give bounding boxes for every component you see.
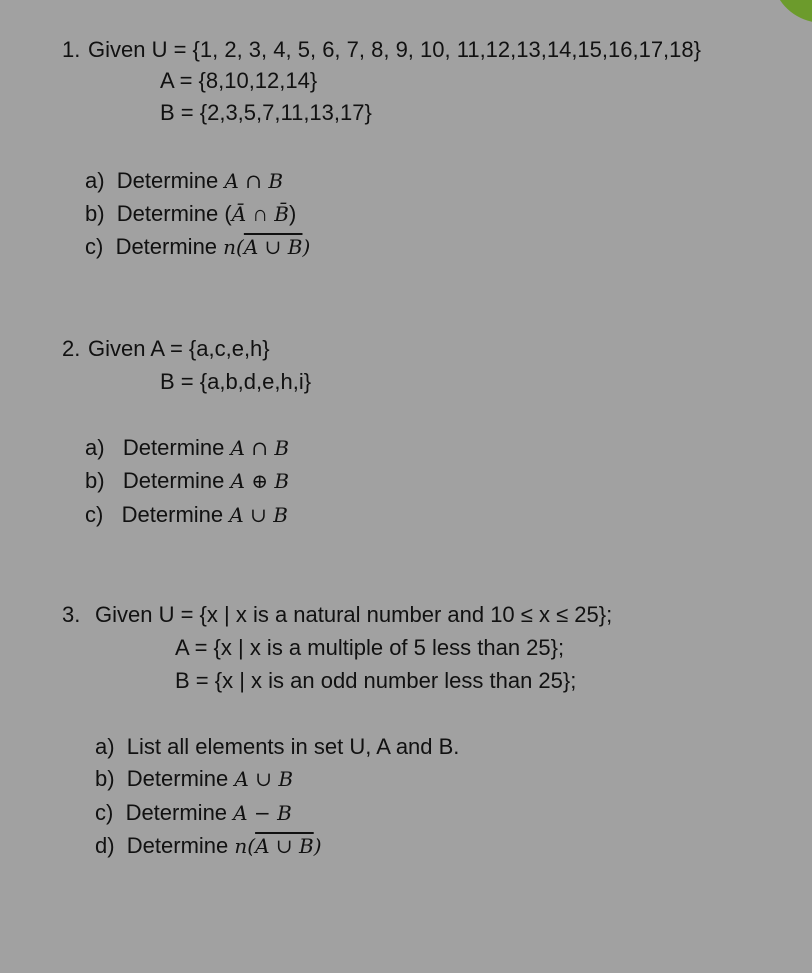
q2-part-c: [85, 502, 288, 528]
q1-part-c: [85, 234, 310, 260]
part-math: A ⊕ B: [230, 469, 290, 493]
paren: ): [288, 201, 297, 226]
q1-set-a: A = {8,10,12,14}: [160, 68, 318, 93]
part-verb: Determine: [125, 800, 228, 825]
part-math-overlined: A ∪ B: [243, 235, 303, 259]
part-op: ∩: [246, 201, 275, 226]
q3-part-b: [95, 766, 293, 792]
part-label: b): [85, 468, 105, 493]
part-verb: Determine: [116, 201, 219, 226]
part-math: A ∩ B: [230, 436, 290, 460]
part-math: A ∩ B: [224, 169, 284, 193]
part-verb: Determine: [122, 435, 225, 460]
paren: ): [313, 834, 322, 858]
q1-set-b: B = {2,3,5,7,11,13,17}: [160, 100, 372, 125]
part-label: a): [85, 168, 105, 193]
q2-set-b: B = {a,b,d,e,h,i}: [160, 369, 312, 394]
part-label: c): [95, 800, 114, 825]
part-verb: Determine: [115, 234, 218, 259]
q3-set-a: A = {x | x is a multiple of 5 less than 25};: [175, 635, 565, 660]
part-label: c): [85, 234, 104, 259]
q2-part-a: [85, 435, 289, 461]
part-math: A ∪ B: [229, 503, 288, 527]
q3-part-d: [95, 833, 322, 859]
part-verb: Determine: [121, 502, 224, 527]
part-math: A − B: [233, 801, 292, 825]
part-text: List all elements in set U, A and B.: [126, 734, 460, 759]
q1-part-a: [85, 168, 283, 194]
part-label: c): [85, 502, 104, 527]
part-math: n(: [234, 834, 256, 858]
paren: (: [224, 201, 232, 226]
part-math: Ā: [231, 202, 247, 226]
part-label: a): [95, 734, 115, 759]
q2-part-b: [85, 468, 289, 494]
part-math: A ∪ B: [234, 767, 294, 791]
part-math: n(: [223, 235, 244, 259]
q2-given: Given A = {a,c,e,h}: [88, 336, 270, 361]
part-verb: Determine: [122, 468, 225, 493]
q2-number: 2.: [62, 336, 81, 361]
q3-set-b: B = {x | x is an odd number less than 25};: [175, 668, 577, 693]
q1-given: Given U = {1, 2, 3, 4, 5, 6, 7, 8, 9, 10, 11,12,13,14,15,16,17,18}: [88, 37, 701, 62]
part-label: a): [85, 435, 105, 460]
part-math: B̄: [274, 202, 289, 226]
part-math-overlined: A ∪ B: [255, 834, 314, 858]
part-verb: Determine: [126, 766, 229, 791]
paren: ): [302, 235, 311, 259]
part-label: b): [85, 201, 105, 226]
part-verb: Determine: [126, 833, 229, 858]
part-verb: Determine: [116, 168, 219, 193]
part-label: d): [95, 833, 115, 858]
part-label: b): [95, 766, 115, 791]
corner-decoration: [762, 0, 812, 36]
q3-given: Given U = {x | x is a natural number and 10 ≤ x ≤ 25};: [95, 602, 613, 627]
q1-part-b: [85, 201, 296, 227]
q3-part-c: [95, 800, 292, 826]
q1-number: 1.: [62, 37, 81, 62]
q3-part-a: [95, 734, 459, 760]
q3-number: 3.: [62, 602, 81, 627]
